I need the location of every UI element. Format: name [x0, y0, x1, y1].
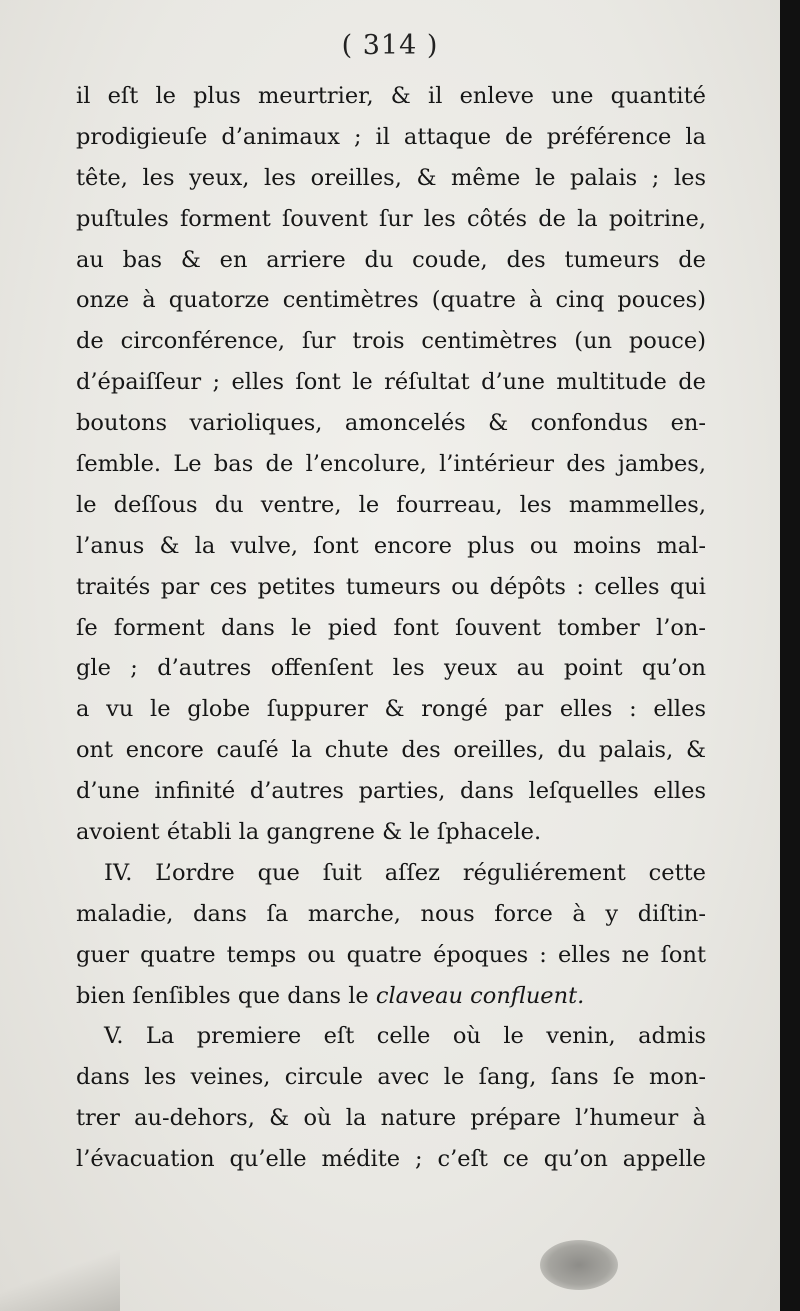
text-line: le deſſous du ventre, le fourreau, les mammelles,: [76, 491, 706, 518]
paragraph-iv-line: IV. L’ordre que ſuit aſſez réguliérement cette: [104, 859, 706, 886]
text-line: traités par ces petites tumeurs ou dépôts : celles qui: [76, 573, 706, 600]
text-line: tête, les yeux, les oreilles, & même le palais ; les: [76, 164, 706, 191]
paragraph-v-line: dans les veines, circule avec le ſang, ſans ſe mon-: [76, 1064, 706, 1091]
italic-term: claveau confluent.: [375, 982, 585, 1009]
paragraph-v-line: V. La premiere eſt celle où le venin, admis: [104, 1023, 706, 1050]
text-line: de circonférence, ſur trois centimètres (un pouce): [76, 328, 706, 355]
paragraph-iv-line: maladie, dans ſa marche, nous force à y diſtin-: [76, 900, 706, 927]
plain-text: bien ſenſibles que dans le: [76, 982, 376, 1009]
text-line: prodigieuſe d’animaux ; il attaque de préférence la: [76, 123, 706, 150]
paragraph-v-line: l’évacuation qu’elle médite ; c’eſt ce qu’on appelle: [76, 1146, 706, 1173]
paragraph-iv-line: guer quatre temps ou quatre époques : elles ne ſont: [76, 941, 706, 968]
page-number: ( 314 ): [341, 30, 439, 61]
text-line: d’épaiſſeur ; elles ſont le réſultat d’une multitude de: [76, 369, 706, 396]
paragraph-v-line: trer au-dehors, & où la nature prépare l’humeur à: [76, 1105, 706, 1132]
text-line: boutons varioliques, amoncelés & confondus en-: [76, 410, 706, 437]
page-corner-wear: [0, 1250, 120, 1311]
text-line: au bas & en arriere du coude, des tumeurs de: [76, 246, 706, 273]
text-line: d’une infinité d’autres parties, dans leſquelles elles: [76, 778, 706, 805]
body-text: [76, 76, 706, 1180]
ink-stain: [540, 1240, 618, 1290]
paragraph-iv-last-line: [76, 976, 706, 1017]
text-line: avoient établi la gangrene & le ſphacele.: [76, 819, 542, 846]
text-line: onze à quatorze centimètres (quatre à cinq pouces): [76, 287, 706, 314]
page-edge-shadow: [780, 0, 800, 1311]
text-line: ont encore cauſé la chute des oreilles, du palais, &: [76, 737, 706, 764]
text-line: ſe forment dans le pied font ſouvent tomber l’on-: [76, 614, 706, 641]
text-line: puſtules forment ſouvent ſur les côtés de la poitrine,: [76, 205, 706, 232]
text-line: gle ; d’autres offenſent les yeux au point qu’on: [76, 655, 706, 682]
text-line: il eſt le plus meurtrier, & il enleve une quantité: [76, 83, 706, 109]
text-line: ſemble. Le bas de l’encolure, l’intérieur des jambes,: [76, 451, 706, 478]
text-line: l’anus & la vulve, ſont encore plus ou moins mal-: [76, 532, 706, 559]
text-line: a vu le globe ſuppurer & rongé par elles : elles: [76, 696, 706, 723]
